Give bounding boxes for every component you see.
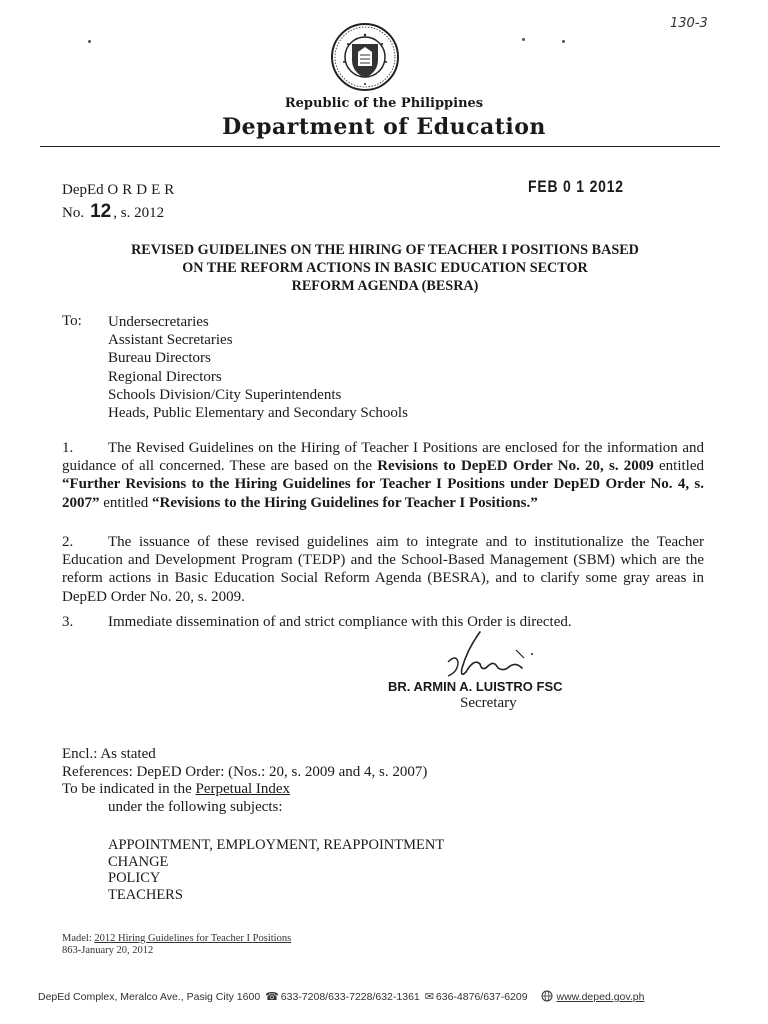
index-prefix: To be indicated in the bbox=[62, 781, 196, 798]
title-line: REVISED GUIDELINES ON THE HIRING OF TEACHER I POSITIONS BASED bbox=[131, 242, 639, 258]
order-series: , s. 2012 bbox=[113, 205, 165, 221]
scan-speck bbox=[88, 40, 91, 43]
to-label: To: bbox=[62, 313, 82, 329]
scan-speck bbox=[522, 38, 525, 41]
paragraph-text: entitled bbox=[653, 458, 704, 475]
footer-website[interactable]: www.deped.gov.ph bbox=[556, 991, 645, 1003]
title-line: REFORM AGENDA (BESRA) bbox=[291, 278, 479, 294]
department-heading: Department of Education bbox=[222, 114, 546, 140]
paragraph-number: 2. bbox=[62, 534, 74, 550]
order-label bbox=[62, 182, 178, 199]
paragraph-1 bbox=[62, 439, 704, 512]
telephone-icon: ☎ bbox=[265, 991, 279, 1003]
footer-fax: 636-4876/637-6209 bbox=[435, 991, 528, 1003]
perpetual-index-link: Perpetual Index bbox=[195, 781, 291, 798]
file-name: 2012 Hiring Guidelines for Teacher I Positions bbox=[94, 933, 292, 944]
recipient-item: Undersecretaries bbox=[108, 314, 209, 330]
paragraph-text: The Revised Guidelines on the Hiring of Teacher I Positions are enclosed for the information and guidance of all concerned. These are based on the bbox=[62, 440, 704, 475]
references-line: References: DepED Order: (Nos.: 20, s. 2009 and 4, s. 2007) bbox=[62, 763, 428, 780]
file-reference bbox=[62, 933, 291, 957]
paragraph-bold-text: “Further Revisions to the Hiring Guidelines for Teacher I Positions under DepED Order No. 4, s. 2007” bbox=[62, 476, 704, 511]
header-divider bbox=[40, 146, 720, 147]
recipient-item: Regional Directors bbox=[108, 368, 222, 385]
republic-heading: Republic of the Philippines bbox=[284, 96, 484, 111]
perpetual-index-line bbox=[62, 781, 427, 799]
handwritten-reference-note: 130-3 bbox=[670, 16, 708, 31]
paragraph-text: The issuance of these revised guidelines aim to integrate and to institutionalize the Teacher Education and Development Program (TEDP) and the School-Based Management (SBM) which are the reform actions in Basic Education Social Reform Agenda (BESRA), and to clarify some gray areas in DepED Order No. 20, s. 2009. bbox=[62, 534, 704, 605]
recipient-item: Heads, Public Elementary and Secondary Schools bbox=[108, 405, 408, 422]
globe-icon bbox=[541, 990, 553, 1002]
file-code: 863-January 20, 2012 bbox=[62, 945, 154, 956]
footer-address: DepEd Complex, Meralco Ave., Pasig City 1600 bbox=[38, 991, 261, 1003]
enclosure-block bbox=[62, 746, 427, 816]
fax-icon: ✉ bbox=[424, 991, 434, 1003]
paragraph-text: Immediate dissemination of and strict compliance with this Order is directed. bbox=[108, 614, 572, 630]
recipient-list bbox=[108, 313, 408, 422]
recipient-item: Bureau Directors bbox=[108, 350, 211, 367]
scan-speck bbox=[562, 40, 565, 43]
order-number: 12 bbox=[90, 201, 112, 222]
enclosure-line: Encl.: As stated bbox=[62, 746, 156, 762]
subject-item: TEACHERS bbox=[108, 886, 183, 903]
paragraph-bold-text: “Revisions to the Hiring Guidelines for Teacher I Positions.” bbox=[152, 494, 538, 511]
title-line: ON THE REFORM ACTIONS IN BASIC EDUCATION SECTOR bbox=[182, 260, 588, 276]
file-prefix: Madel: bbox=[62, 933, 95, 944]
order-title bbox=[60, 241, 710, 295]
order-date-stamp: FEB 0 1 2012 bbox=[528, 177, 624, 196]
order-number-line bbox=[62, 201, 164, 223]
recipient-item: Schools Division/City Superintendents bbox=[108, 386, 342, 403]
signatory-title: Secretary bbox=[460, 695, 517, 711]
paragraph-text: entitled bbox=[99, 494, 152, 511]
order-no-label: No. bbox=[62, 205, 85, 221]
paragraph-number: 1. bbox=[62, 440, 74, 456]
paragraph-3 bbox=[62, 613, 704, 631]
order-agency: DepEd bbox=[62, 182, 104, 198]
footer-contact bbox=[38, 990, 644, 1003]
paragraph-bold-text: Revisions to DepED Order No. 20, s. 2009 bbox=[377, 458, 654, 475]
paragraph-2 bbox=[62, 533, 704, 606]
order-type: ORDER bbox=[107, 182, 179, 198]
signatory-name: BR. ARMIN A. LUISTRO FSC bbox=[388, 679, 563, 694]
subject-item: POLICY bbox=[108, 870, 161, 887]
footer-phones: 633-7208/633-7228/632-1361 bbox=[280, 991, 420, 1003]
paragraph-number: 3. bbox=[62, 614, 74, 630]
subject-item: CHANGE bbox=[108, 853, 169, 870]
subject-list bbox=[108, 837, 444, 903]
subject-item: APPOINTMENT, EMPLOYMENT, REAPPOINTMENT bbox=[108, 837, 445, 853]
deped-seal-icon bbox=[330, 22, 400, 92]
subjects-intro: under the following subjects: bbox=[108, 798, 283, 815]
recipient-item: Assistant Secretaries bbox=[108, 332, 233, 349]
